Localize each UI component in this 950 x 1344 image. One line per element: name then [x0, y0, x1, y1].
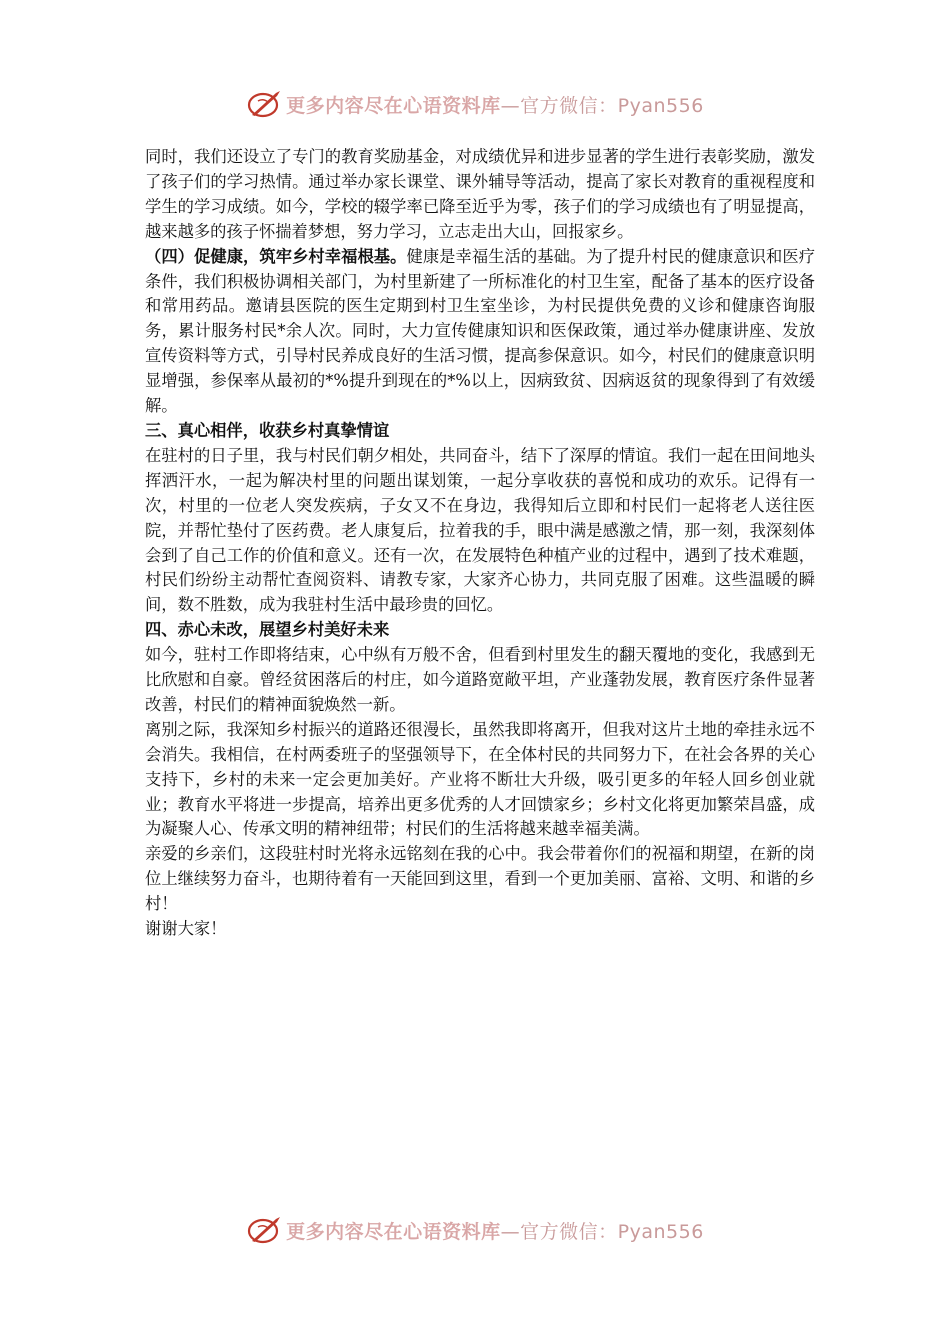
banner-contact: —官方微信：Pyan556: [500, 1220, 704, 1243]
banner-contact: —官方微信：Pyan556: [500, 94, 704, 117]
banner-text: [286, 91, 704, 118]
section-heading: 三、真心相伴，收获乡村真挚情谊: [145, 420, 390, 440]
paragraph-text: 健康是幸福生活的基础。为了提升村民的健康意识和医疗条件，我们积极协调相关部门，为村里新建了一所标准化的村卫生室，配备了基本的医疗设备和常用药品。邀请县医院的医生定期到村卫生室坐诊，为村民提供免费的义诊和健康咨询服务，累计服务村民*余人次。同时，大力宣传健康知识和医保政策，通过举办健康讲座、发放宣传资料等方式，引导村民养成良好的生活习惯，提高参保意识。如今，村民们的健康意识明显增强，参保率从最初的*%提升到现在的*%以上，因病致贫、因病返贫的现象得到了有效缓解。: [145, 246, 815, 416]
paragraph: 亲爱的乡亲们，这段驻村时光将永远铭刻在我的心中。我会带着你们的祝福和期望，在新的岗位上继续努力奋斗，也期待着有一天能回到这里，看到一个更加美丽、富裕、文明、和谐的乡村！: [145, 844, 815, 914]
paragraph: 同时，我们还设立了专门的教育奖励基金，对成绩优异和进步显著的学生进行表彰奖励，激发了孩子们的学习热情。通过举办家长课堂、课外辅导等活动，提高了家长对教育的重视程度和学生的学习成绩。如今，学校的辍学率已降至近乎为零，孩子们的学习成绩也有了明显提高，越来越多的孩子怀揣着梦想，努力学习，立志走出大山，回报家乡。: [145, 147, 815, 241]
document-body: [145, 145, 815, 942]
quill-logo-icon: [246, 87, 284, 121]
paragraph: 如今，驻村工作即将结束，心中纵有万般不舍，但看到村里发生的翻天覆地的变化，我感到无比欣慰和自豪。曾经贫困落后的村庄，如今道路宽敞平坦，产业蓬勃发展，教育医疗条件显著改善，村民们的精神面貌焕然一新。: [145, 645, 815, 714]
paragraph: [145, 245, 815, 419]
section-lead: （四）促健康，筑牢乡村幸福根基。: [145, 246, 407, 266]
banner-lead: 更多内容尽在心语资料库: [286, 94, 501, 117]
paragraph: 在驻村的日子里，我与村民们朝夕相处，共同奋斗，结下了深厚的情谊。我们一起在田间地头挥洒汗水，一起为解决村里的问题出谋划策，一起分享收获的喜悦和成功的欢乐。记得有一次，村里的一位老人突发疾病，子女又不在身边，我得知后立即和村民们一起将老人送往医院，并帮忙垫付了医药费。老人康复后，拉着我的手，眼中满是感激之情，那一刻，我深刻体会到了自己工作的价值和意义。还有一次，在发展特色种植产业的过程中，遇到了技术难题，村民们纷纷主动帮忙查阅资料、请教专家，大家齐心协力，共同克服了困难。这些温暖的瞬间，数不胜数，成为我驻村生活中最珍贵的回忆。: [145, 445, 815, 615]
paragraph: 离别之际，我深知乡村振兴的道路还很漫长，虽然我即将离开，但我对这片土地的牵挂永远不会消失。我相信，在村两委班子的坚强领导下，在全体村民的共同努力下，在社会各界的关心支持下，乡村的未来一定会更加美好。产业将不断壮大升级，吸引更多的年轻人回乡创业就业；教育水平将进一步提高，培养出更多优秀的人才回馈家乡；乡村文化将更加繁荣昌盛，成为凝聚人心、传承文明的精神纽带；村民们的生活将越来越幸福美满。: [145, 719, 815, 839]
closing-line: 谢谢大家！: [145, 919, 227, 939]
footer-banner: [0, 1210, 950, 1250]
quill-logo-icon: [246, 1213, 284, 1247]
banner-text: [286, 1217, 704, 1244]
banner-lead: 更多内容尽在心语资料库: [286, 1220, 501, 1243]
header-banner: [0, 84, 950, 124]
section-heading: 四、赤心未改，展望乡村美好未来: [145, 620, 390, 640]
